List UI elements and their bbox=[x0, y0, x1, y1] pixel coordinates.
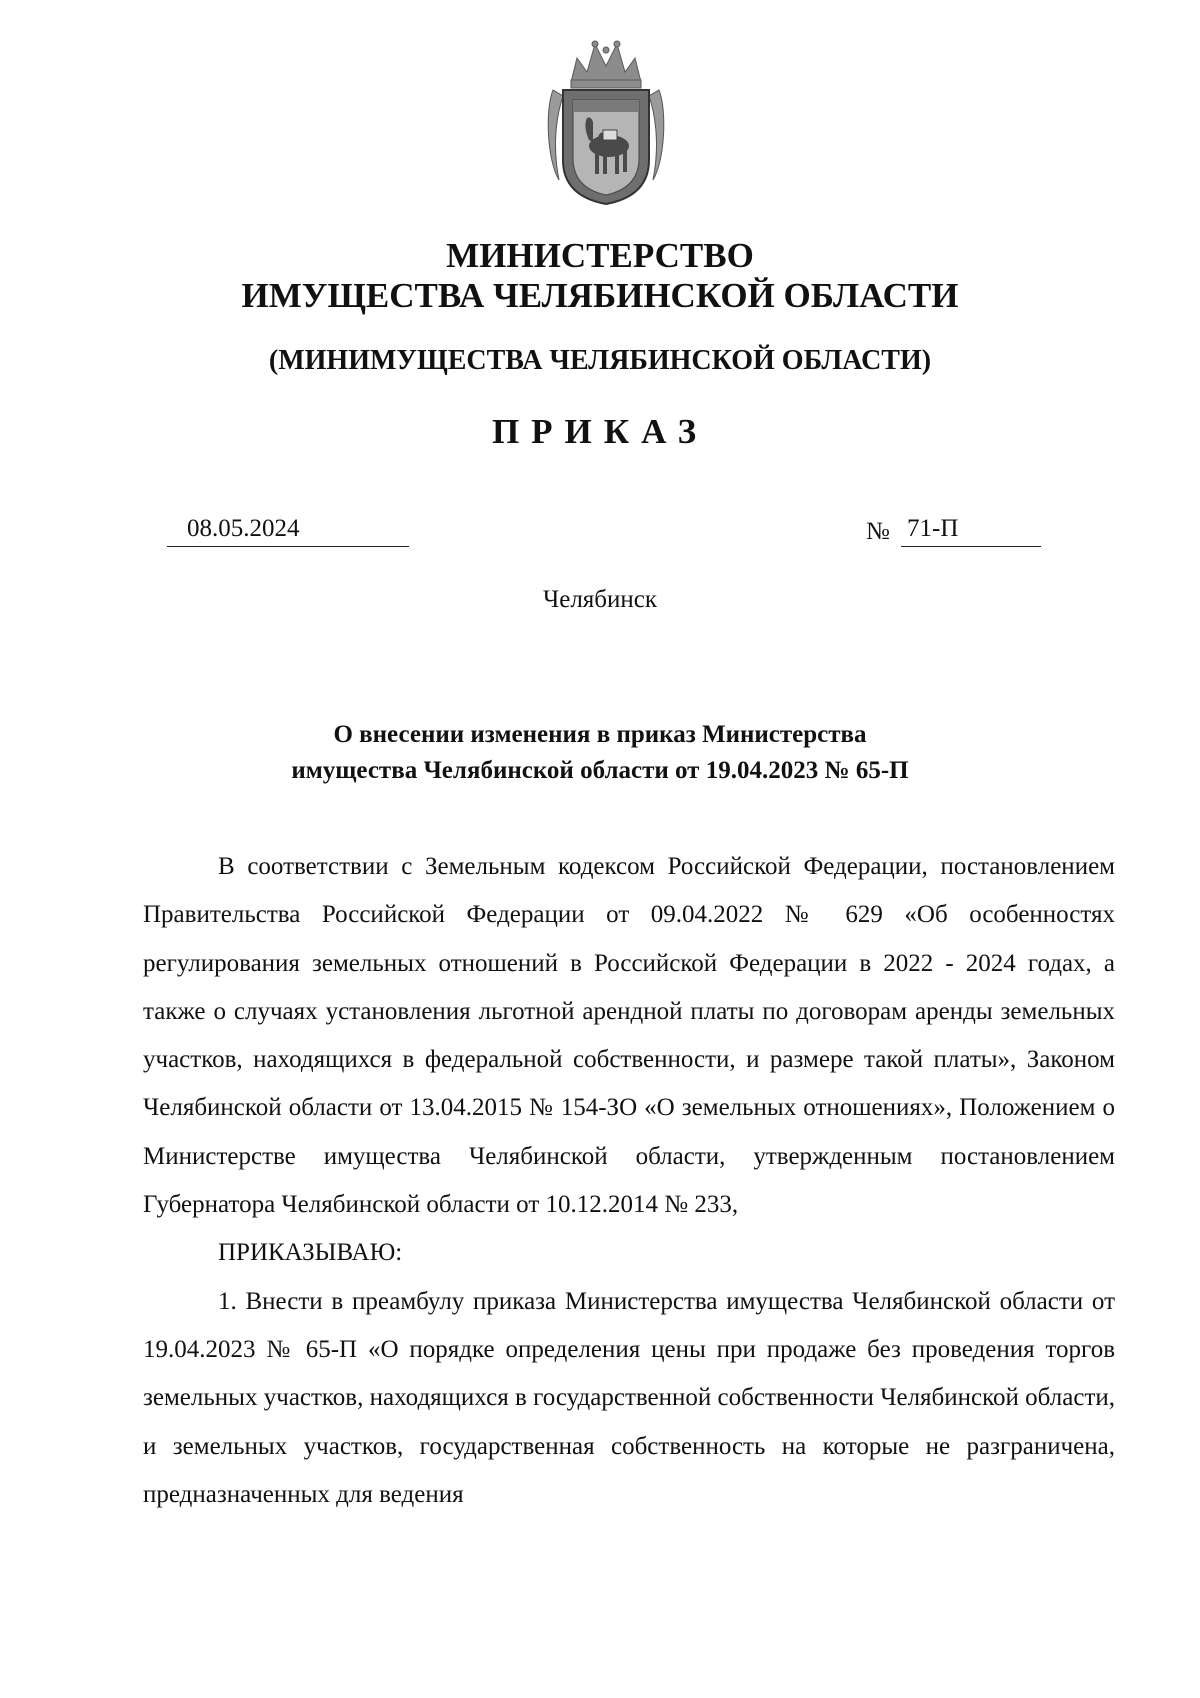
city: Челябинск bbox=[542, 586, 658, 613]
document-body bbox=[143, 843, 1115, 1519]
order-date: 08.05.2024 bbox=[167, 512, 409, 547]
document-type: ПРИКАЗ bbox=[491, 412, 709, 451]
order-number: 71-П bbox=[901, 512, 1041, 547]
subject-line1: О внесении изменения в приказ Министерства bbox=[333, 721, 867, 748]
ministry-title-line1: МИНИСТЕРСТВО bbox=[446, 236, 754, 275]
ministry-title-line2: ИМУЩЕСТВА ЧЕЛЯБИНСКОЙ ОБЛАСТИ bbox=[241, 276, 959, 315]
subject-line2: имущества Челябинской области от 19.04.2023 № 65-П bbox=[291, 757, 909, 784]
number-sign: № bbox=[866, 518, 890, 545]
item-1-paragraph: 1. Внести в преамбулу приказа Министерства имущества Челябинской области от 19.04.2023 № 65-П «О порядке определения цены при продаже без проведения торгов земельных участков, находящихся в государственной собственности Челябинской области, и земельных участков, государственная собственность на которые не разграничена, предназначенных для ведения bbox=[143, 1287, 1115, 1508]
order-word: ПРИКАЗЫВАЮ: bbox=[218, 1239, 403, 1267]
preamble-paragraph: В соответствии с Земельным кодексом Российской Федерации, постановлением Правительства Российской Федерации от 09.04.2022 № 629 «Об особенностях регулирования земельных отношений в Российской Федерации в 2022 - 2024 годах, а также о случаях установления льготной арендной платы по договорам аренды земельных участков, находящихся в федеральной собственности, и размере такой платы», Законом Челябинской области от 13.04.2015 № 154-ЗО «О земельных отношениях», Положением о Министерстве имущества Челябинской области, утвержденным постановлением Губернатора Челябинской области от 10.12.2014 № 233, bbox=[143, 853, 1115, 1219]
ministry-abbreviation: (МИНИМУЩЕСТВА ЧЕЛЯБИНСКОЙ ОБЛАСТИ) bbox=[268, 345, 932, 376]
chelyabinsk-coat-of-arms-icon bbox=[543, 30, 669, 210]
